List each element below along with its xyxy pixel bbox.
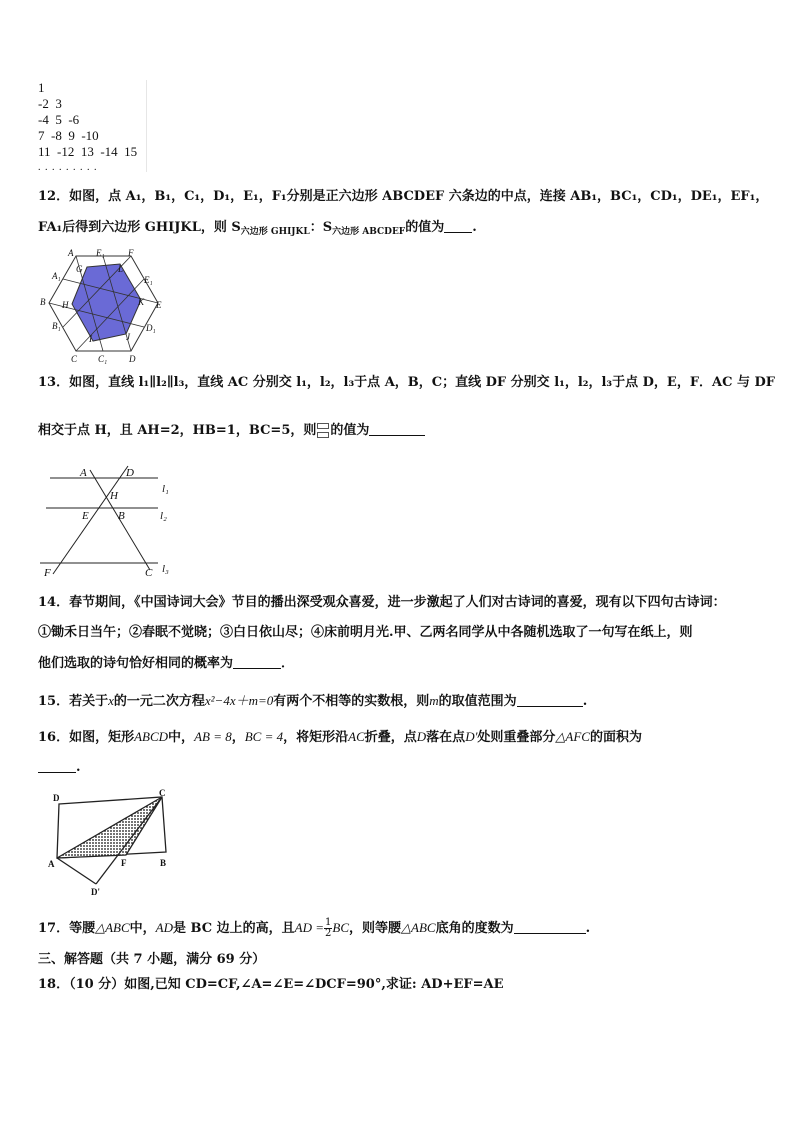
question-13-line-2: 相交于点 H，且 AH=2，HB=1，BC=5，则 的值为: [38, 420, 756, 442]
question-17: 17．等腰△ABC中，AD是 BC 边上的高，且AD = $\frac{1}{2}$ BC，则等腰△ABC底角的度数为 .: [38, 917, 591, 939]
triangle-row: 7 -8 9 -10: [38, 128, 99, 143]
figure-label: L: [118, 264, 124, 274]
figure-label: A₁: [52, 271, 61, 281]
figure-label: E₁: [144, 275, 153, 285]
figure-label: E: [82, 510, 89, 522]
figure-label: F: [121, 858, 127, 868]
figure-label: B: [160, 858, 167, 868]
figure-label: D: [129, 354, 136, 364]
parallel-lines-figure: [38, 462, 188, 580]
divider: [146, 80, 147, 172]
hexagon-figure: [38, 248, 178, 364]
question-16-line-1: 16．如图，矩形ABCD中，AB = 8，BC = 4，将矩形沿AC折叠，点D落在点D'处则重叠部分△AFC的面积为: [38, 729, 642, 745]
inner-hexagon: [72, 264, 141, 341]
section-heading: 三、解答题（共 7 小题，满分 69 分）: [38, 952, 266, 967]
figure-label: E: [156, 300, 162, 310]
fraction-one-half: $\frac{1}{2}$: [325, 917, 332, 939]
question-14-line-1: 14．春节期间，《中国诗词大会》节目的播出深受观众喜爱，进一步激起了人们对古诗词的喜爱，现有以下四句古诗词：: [38, 595, 726, 610]
figure-label: C₁: [98, 354, 108, 364]
answer-blank[interactable]: [444, 218, 472, 233]
figure-label: C: [159, 788, 166, 798]
folded-rectangle-figure: [44, 788, 174, 900]
question-12-line-1: 12．如图，点 A₁，B₁，C₁，D₁，E₁，F₁分别是正六边形 ABCDEF 六条边的中点，连接 AB₁，BC₁，CD₁，DE₁，EF₁，: [38, 189, 769, 204]
question-13-line-1: 13．如图，直线 l₁∥l₂∥l₃，直线 AC 分别交 l₁，l₂，l₃于点 A，B，C；直线 DF 分别交 l₁，l₂，l₃于点 D，E，F．AC 与 DF: [38, 375, 776, 390]
figure-label: I: [89, 334, 92, 344]
figure-label: A: [68, 248, 74, 258]
figure-label: D: [53, 793, 60, 803]
triangle-row: -2 3: [38, 96, 62, 111]
triangle-row: . . . . . . . . .: [38, 162, 98, 173]
figure-label: H: [110, 490, 118, 502]
figure-label: C: [145, 567, 153, 579]
question-14-line-3: 他们选取的诗句恰好相同的概率为 ．: [38, 656, 295, 671]
question-16-line-2: .: [38, 757, 756, 779]
segment-ad-prime: [57, 858, 96, 884]
figure-label: A: [80, 467, 87, 479]
figure-label: A: [48, 859, 55, 869]
answer-blank[interactable]: [517, 692, 583, 707]
figure-label: C: [71, 354, 78, 364]
figure-label: D: [126, 467, 134, 479]
figure-label: B₁: [52, 321, 61, 331]
triangle-row: -4 5 -6: [38, 112, 80, 127]
answer-blank[interactable]: [369, 421, 425, 436]
figure-label: l₃: [162, 563, 169, 575]
figure-label: J: [126, 332, 130, 342]
answer-blank[interactable]: [514, 919, 586, 934]
figure-label: l₂: [160, 510, 167, 522]
figure-label: H: [62, 300, 69, 310]
answer-blank[interactable]: [233, 654, 281, 669]
question-15: 15．若关于x的一元二次方程x²−4x＋m=0有两个不相等的实数根，则m的取值范围为 .: [38, 693, 588, 709]
fraction-placeholder: [316, 422, 330, 440]
figure-label: E₁: [96, 248, 105, 258]
figure-label: F: [44, 567, 51, 579]
figure-label: F: [128, 248, 134, 258]
question-18: 18．（10 分）如图,已知 CD=CF,∠A=∠E=∠DCF=90°,求证: AD+EF=AE: [38, 977, 504, 992]
answer-blank[interactable]: [38, 758, 76, 773]
question-12-line-2: FA₁后得到六边形 GHIJKL，则 $S_{六边形 GHIJKL}$：$S_{六边形 ABCDEF}$的值为 .: [38, 220, 477, 237]
line-df: [53, 466, 128, 574]
question-14-line-2: ①锄禾日当午；②春眠不觉晓；③白日依山尽；④床前明月光.甲、乙两名同学从中各随机选取了一句写在纸上，则: [38, 625, 693, 640]
figure-label: B: [118, 510, 125, 522]
figure-label: B: [40, 297, 46, 307]
figure-label: K: [138, 297, 145, 307]
figure-label: G: [76, 264, 83, 274]
figure-label: D₁: [146, 323, 156, 333]
triangle-row: 1: [38, 80, 45, 95]
figure-label: l₁: [162, 483, 169, 495]
figure-label: D': [91, 887, 100, 897]
triangle-row: 11 -12 13 -14 15: [38, 144, 138, 159]
overlap-triangle-afc: [57, 797, 162, 858]
